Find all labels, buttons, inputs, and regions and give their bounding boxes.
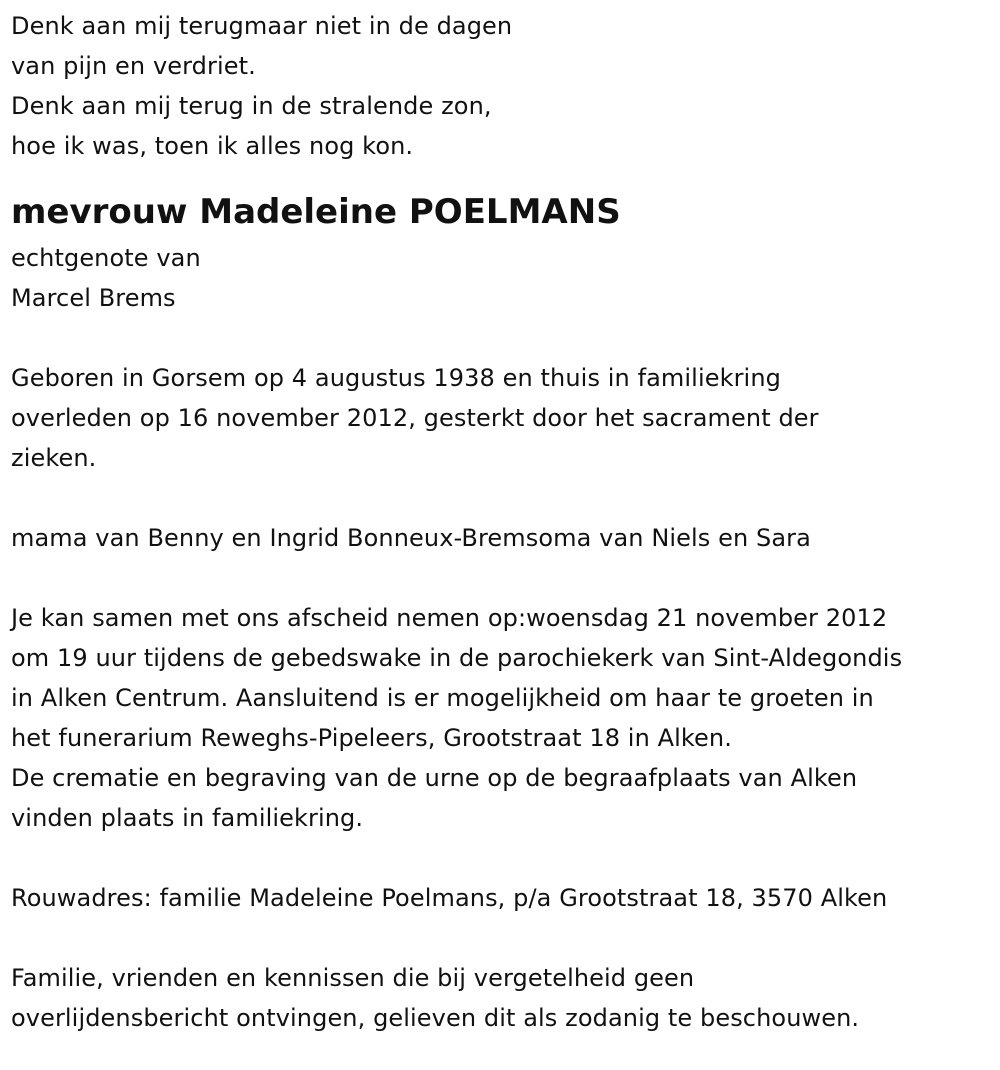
poem-line: van pijn en verdriet. bbox=[11, 52, 256, 80]
closing-paragraph bbox=[11, 958, 1000, 1038]
paragraph-line: om 19 uur tijdens de gebedswake in de parochiekerk van Sint-Aldegondis bbox=[11, 644, 903, 672]
deceased-name: mevrouw Madeleine POELMANS bbox=[11, 192, 621, 232]
paragraph-line: overleden op 16 november 2012, gesterkt door het sacrament der bbox=[11, 404, 819, 432]
family-paragraph: mama van Benny en Ingrid Bonneux-Bremsoma van Niels en Sara bbox=[11, 524, 811, 552]
paragraph-line: Je kan samen met ons afscheid nemen op:woensdag 21 november 2012 bbox=[11, 604, 888, 632]
poem-line: Denk aan mij terug in de stralende zon, bbox=[11, 92, 492, 120]
paragraph-line: in Alken Centrum. Aansluitend is er mogelijkheid om haar te groeten in bbox=[11, 684, 874, 712]
poem-line: Denk aan mij terugmaar niet in de dagen bbox=[11, 12, 513, 40]
paragraph-line: het funerarium Reweghs-Pipeleers, Grootstraat 18 in Alken. bbox=[11, 724, 732, 752]
relation-text: echtgenote van bbox=[11, 244, 201, 272]
poem-line: hoe ik was, toen ik alles nog kon. bbox=[11, 132, 414, 160]
spacer bbox=[11, 918, 1000, 958]
paragraph-line: vinden plaats in familiekring. bbox=[11, 804, 364, 832]
poem bbox=[11, 6, 1000, 166]
paragraph-line: Familie, vrienden en kennissen die bij vergetelheid geen bbox=[11, 964, 695, 992]
spacer bbox=[11, 558, 1000, 598]
ceremony-paragraph bbox=[11, 598, 1000, 838]
paragraph-line: zieken. bbox=[11, 444, 97, 472]
paragraph-line: De crematie en begraving van de urne op de begraafplaats van Alken bbox=[11, 764, 858, 792]
spacer bbox=[11, 838, 1000, 878]
spouse-name: Marcel Brems bbox=[11, 284, 176, 312]
mourning-address: Rouwadres: familie Madeleine Poelmans, p/a Grootstraat 18, 3570 Alken bbox=[11, 884, 888, 912]
paragraph-line: Geboren in Gorsem op 4 augustus 1938 en thuis in familiekring bbox=[11, 364, 781, 392]
spacer bbox=[11, 318, 1000, 358]
spacer bbox=[11, 478, 1000, 518]
birth-death-paragraph bbox=[11, 358, 1000, 478]
paragraph-line: overlijdensbericht ontvingen, gelieven dit als zodanig te beschouwen. bbox=[11, 1004, 860, 1032]
